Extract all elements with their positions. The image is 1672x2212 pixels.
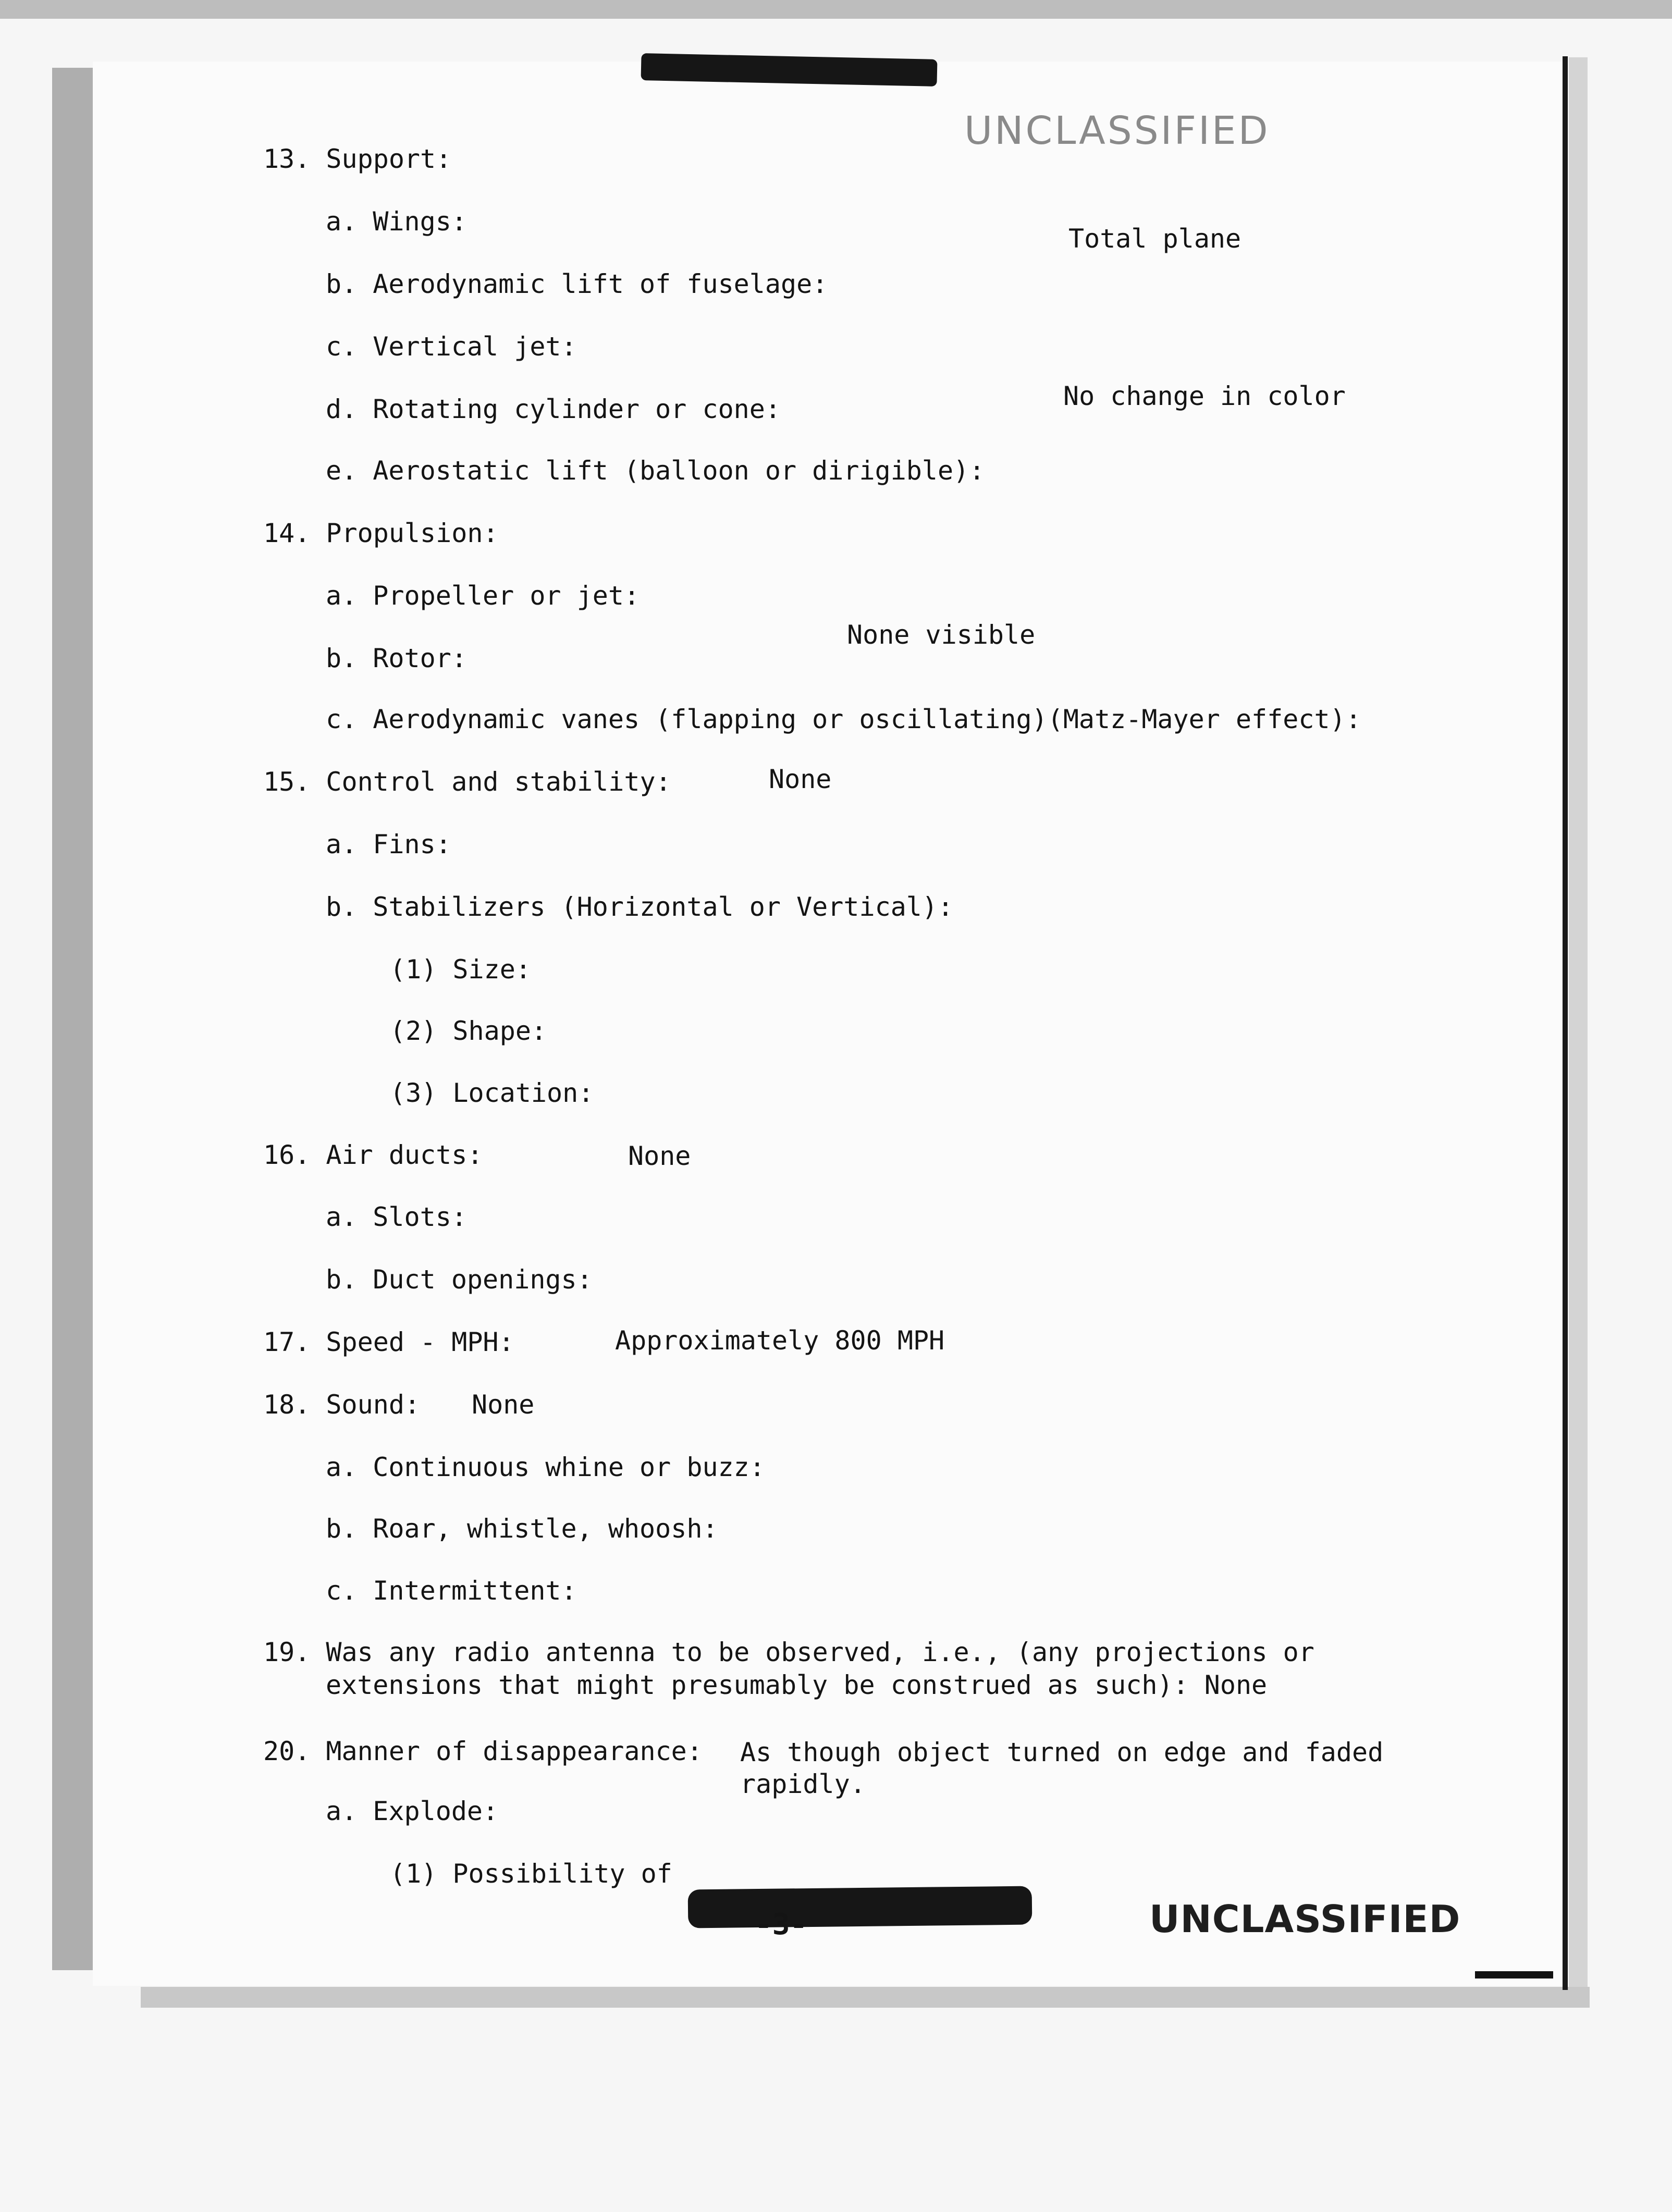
photo-frame-right [1569,57,1588,1996]
item-15b3: (3) Location: [390,1078,594,1108]
item-15a: a. Fins: [326,829,451,859]
item-16-label: 16. Air ducts: [263,1140,483,1170]
item-13a: a. Wings: [326,206,467,237]
item-13d: d. Rotating cylinder or cone: [326,394,781,424]
item-14a: a. Propeller or jet: [326,581,640,611]
item-16a: a. Slots: [326,1202,467,1232]
item-13-label: 13. Support: [263,144,452,174]
item-20a: a. Explode: [326,1796,499,1826]
item-18a: a. Continuous whine or buzz: [326,1452,765,1482]
item-16-answer: None [628,1141,691,1171]
item-18-answer: None [472,1390,535,1420]
photo-frame-top [0,0,1672,19]
item-20a1: (1) Possibility of [390,1859,672,1889]
item-18b: b. Roar, whistle, whoosh: [326,1514,718,1544]
item-13e: e. Aerostatic lift (balloon or dirigible): [326,456,985,486]
item-14b: b. Rotor: [326,643,467,673]
item-14-answer: None visible [847,620,1036,650]
item-15b: b. Stabilizers (Horizontal or Vertical): [326,892,954,922]
item-19-line-1: 19. Was any radio antenna to be observed, i.e., (any projections or [263,1637,1314,1667]
item-16b: b. Duct openings: [326,1264,593,1295]
page-edge-line [1563,56,1568,1990]
item-17-answer: Approximately 800 MPH [615,1325,945,1356]
item-14c: c. Aerodynamic vanes (flapping or oscillating)(Matz-Mayer effect): [326,704,1361,734]
classification-stamp-top: UNCLASSIFIED [964,108,1270,153]
item-17-label: 17. Speed - MPH: [263,1327,514,1357]
redaction-bar-bottom [688,1886,1032,1928]
item-20-label: 20. Manner of disappearance: [263,1736,703,1766]
photo-frame-bottom [141,1987,1590,2008]
item-13-answer-1: Total plane [1068,224,1241,254]
item-20-answer-2: rapidly. [740,1769,866,1799]
item-18c: c. Intermittent: [326,1576,577,1606]
item-18-label: 18. Sound: [263,1390,421,1420]
classification-stamp-bottom: UNCLASSIFIED [1149,1897,1461,1941]
item-13c: c. Vertical jet: [326,331,577,362]
item-15-answer: None [769,764,832,794]
page-number: -3- [755,1908,808,1941]
item-14-label: 14. Propulsion: [263,518,499,548]
item-13-answer-2: No change in color [1063,381,1346,411]
photo-frame-left [52,68,93,1970]
item-20-answer-1: As though object turned on edge and faded [740,1737,1384,1767]
item-15b1: (1) Size: [390,954,531,985]
item-13b: b. Aerodynamic lift of fuselage: [326,269,828,299]
item-15-label: 15. Control and stability: [263,767,671,797]
item-19-line-2: extensions that might presumably be construed as such): None [326,1670,1268,1700]
corner-mark [1475,1971,1553,1978]
item-15b2: (2) Shape: [390,1016,547,1046]
